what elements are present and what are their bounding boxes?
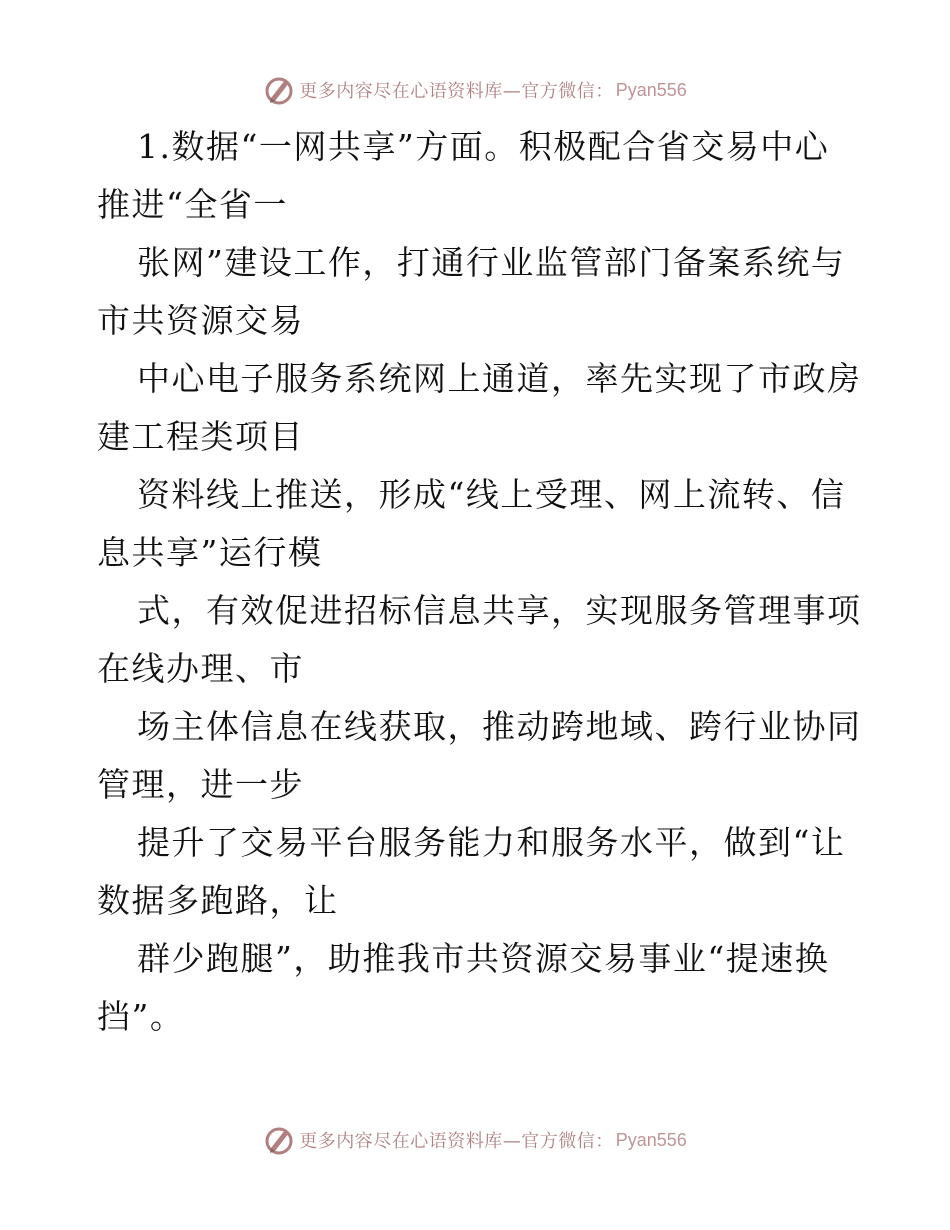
paragraph-line-5: 中心电子服务系统网上通道，率先实现了市政房 [137, 359, 862, 398]
footer-watermark [0, 1120, 950, 1160]
paragraph-line-6: 建工程类项目 [97, 417, 304, 456]
paragraph-line-3: 张网”建设工作，打通行业监管部门备案系统与 [137, 243, 846, 282]
paragraph-line-9: 式，有效促进招标信息共享，实现服务管理事项 [137, 591, 862, 630]
paragraph-line-4: 市共资源交易 [97, 301, 304, 340]
watermark-brand: Pyan556 [615, 79, 687, 100]
paragraph-line-10: 在线办理、市 [97, 649, 304, 688]
header-watermark [0, 70, 950, 110]
paragraph-line-14: 数据多跑路，让 [97, 881, 339, 920]
watermark-brand: Pyan556 [615, 1129, 687, 1150]
paragraph-line-8: 息共享”运行模 [97, 533, 323, 572]
paragraph-line-1: 1.数据“一网共享”方面。积极配合省交易中心 [137, 127, 830, 166]
pen-logo-icon [263, 74, 295, 106]
document-body [97, 118, 862, 1046]
watermark-text: 更多内容尽在心语资料库—官方微信： [299, 1131, 614, 1152]
pen-logo-icon [263, 1124, 295, 1156]
paragraph-line-16: 挡”。 [97, 997, 185, 1036]
watermark-text: 更多内容尽在心语资料库—官方微信： [299, 81, 614, 102]
paragraph-line-13: 提升了交易平台服务能力和服务水平，做到“让 [137, 823, 846, 862]
paragraph-line-2: 推进“全省一 [97, 185, 288, 224]
paragraph-line-12: 管理，进一步 [97, 765, 304, 804]
paragraph-line-11: 场主体信息在线获取，推动跨地域、跨行业协同 [137, 707, 862, 746]
paragraph-line-15: 群少跑腿”，助推我市共资源交易事业“提速换 [137, 939, 830, 978]
paragraph-line-7: 资料线上推送，形成“线上受理、网上流转、信 [137, 475, 846, 514]
